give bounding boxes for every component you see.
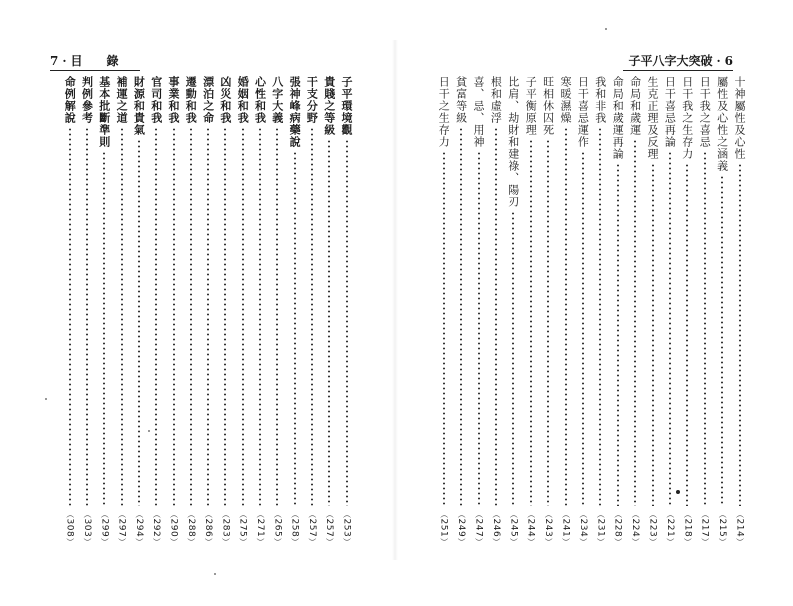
- dot-leader: [294, 151, 296, 506]
- dot-leader: [739, 163, 741, 506]
- toc-entry: [559, 76, 572, 546]
- dot-leader: [704, 151, 706, 506]
- toc-entry-title: 寒暖濕燥: [559, 76, 572, 124]
- toc-entry-page: ︵221︶: [664, 510, 675, 546]
- dot-leader: [634, 139, 636, 506]
- toc-entry: [236, 76, 249, 546]
- toc-entry-title: 我和非我: [593, 76, 607, 124]
- scan-speck: [45, 398, 47, 400]
- toc-entry-page-number: 251: [438, 518, 449, 538]
- toc-entry: [323, 76, 336, 546]
- toc-entry-page-number: 271: [255, 518, 265, 538]
- toc-entry: [681, 76, 694, 546]
- right-page: [396, 0, 793, 606]
- toc-entry-title: 命局和歲運再論: [611, 76, 625, 160]
- toc-entry-page: ︵286︶: [203, 510, 214, 546]
- toc-entry-page-number: 246: [490, 518, 501, 538]
- toc-entry-title: 心性和我: [253, 76, 267, 124]
- toc-entry-page: ︵249︶: [456, 510, 467, 546]
- toc-entry-title: 遷動和我: [184, 76, 198, 124]
- toc-entry-page-number: 299: [99, 518, 110, 538]
- toc-entry-page: ︵258︶: [289, 510, 300, 546]
- toc-entry-page: ︵292︶: [151, 510, 162, 546]
- dot-leader: [599, 127, 601, 506]
- toc-entry: [733, 76, 746, 546]
- toc-entry-title: 貧富等級: [454, 76, 468, 124]
- dot-leader: [138, 139, 140, 506]
- toc-entry-page-number: 294: [133, 518, 144, 538]
- left-page-number: 7: [50, 54, 59, 68]
- toc-entry-page: ︵245︶: [508, 510, 519, 546]
- toc-entry: [81, 76, 94, 546]
- toc-entry-title: 子平衡原理: [524, 76, 538, 136]
- toc-entry-page-number: 297: [116, 518, 127, 538]
- toc-entry-title: 日干之生存力: [437, 76, 451, 148]
- dot-leader: [242, 127, 244, 506]
- toc-entry: [167, 76, 180, 546]
- toc-entry-page: ︵231︶: [595, 510, 606, 546]
- dot-leader: [311, 127, 313, 506]
- dot-leader: [686, 163, 688, 506]
- dot-leader: [346, 139, 348, 506]
- toc-entry-page-number: 231: [595, 518, 606, 538]
- toc-entry-title: 干支分野: [305, 76, 319, 124]
- toc-entry: [472, 76, 485, 546]
- dot-leader: [478, 151, 480, 506]
- toc-entry-title: 生克正理及反理: [646, 76, 659, 160]
- toc-entry-title: 比肩、劫財和建祿、陽刃: [506, 76, 520, 208]
- left-page-title: 目 錄: [70, 54, 119, 68]
- toc-entry-page-number: 249: [456, 518, 467, 538]
- dot-leader: [69, 127, 71, 506]
- toc-entry-page: ︵215︶: [717, 510, 728, 546]
- toc-entry-title: 旺相休囚死: [541, 76, 555, 136]
- toc-entry-page-number: 257: [306, 518, 317, 538]
- toc-entry-title: 日干喜忌運作: [576, 76, 590, 148]
- toc-entry-page: ︵290︶: [168, 510, 179, 546]
- toc-entry-title: 命例解說: [63, 76, 77, 124]
- dot-leader: [530, 139, 532, 506]
- toc-entry-page-number: 217: [699, 518, 710, 538]
- dot-leader: [652, 163, 654, 506]
- toc-entry-page-number: 258: [289, 518, 300, 538]
- toc-entry-page-number: 290: [168, 518, 179, 538]
- toc-entry-title: 十神屬性及心性: [733, 76, 746, 160]
- dot-leader: [582, 151, 584, 506]
- toc-entry-page: ︵246︶: [490, 510, 501, 546]
- toc-entry: [150, 76, 163, 546]
- toc-entry-page: ︵297︶: [116, 510, 127, 546]
- toc-entry-page-number: 221: [664, 518, 675, 538]
- toc-entry: [576, 76, 589, 546]
- toc-entry-page-number: 253: [341, 518, 352, 538]
- toc-entry-page-number: 265: [272, 518, 283, 538]
- toc-entry-page: ︵271︶: [255, 510, 265, 546]
- toc-entry-page: ︵299︶: [99, 510, 110, 546]
- toc-entry: [98, 76, 111, 546]
- toc-entry-page: ︵247︶: [473, 510, 484, 546]
- toc-entry-title: 基本批斷準則: [97, 76, 111, 148]
- toc-entry: [455, 76, 468, 546]
- scan-speck: [676, 490, 680, 494]
- toc-entry-title: 官司和我: [149, 76, 163, 124]
- toc-entry-title: 屬性及心性之涵義: [715, 76, 729, 172]
- scan-speck: [148, 430, 150, 432]
- scan-speck: [214, 573, 216, 575]
- toc-entry-page-number: 218: [682, 518, 693, 538]
- toc-entry-page-number: 245: [508, 518, 519, 538]
- toc-entry-page-number: 228: [612, 518, 623, 538]
- toc-entry-page: ︵234︶: [577, 510, 588, 546]
- toc-entry: [489, 76, 502, 546]
- scan-speck: [605, 28, 607, 30]
- toc-entry: [202, 76, 215, 546]
- toc-entry: [132, 76, 145, 546]
- toc-entry: [340, 76, 353, 546]
- toc-entry: [288, 76, 301, 546]
- toc-entry-page: ︵303︶: [82, 510, 92, 546]
- dot-leader: [121, 127, 123, 506]
- toc-entry-page-number: 275: [237, 518, 248, 538]
- toc-entry-title: 日干喜忌再論: [663, 76, 677, 148]
- toc-entry-page: ︵223︶: [647, 510, 658, 546]
- toc-entry: [542, 76, 555, 546]
- toc-entry-title: 漂泊之命: [201, 76, 215, 124]
- right-page-number: 6: [724, 54, 733, 68]
- dot-leader: [565, 127, 567, 506]
- toc-entry-page: ︵288︶: [185, 510, 196, 546]
- toc-entry-title: 判例參考: [80, 76, 94, 124]
- toc-entry-page-number: 244: [525, 518, 536, 538]
- dot-leader: [259, 127, 261, 506]
- dot-leader: [328, 139, 330, 506]
- toc-entry-title: 婚姻和我: [236, 76, 250, 124]
- toc-entry-page: ︵294︶: [133, 510, 144, 546]
- toc-entry-title: 子平環境觀: [340, 76, 353, 136]
- toc-entry: [507, 76, 520, 546]
- toc-entry-page: ︵265︶: [272, 510, 283, 546]
- dot-leader: [173, 127, 175, 506]
- toc-entry: [611, 76, 624, 546]
- toc-entry-page-number: 257: [324, 518, 335, 538]
- toc-entry-page-number: 292: [151, 518, 162, 538]
- toc-entry: [629, 76, 642, 546]
- toc-entry-page-number: 243: [543, 518, 554, 538]
- dot-leader: [669, 151, 671, 506]
- toc-entry-title: 貴賤之等級: [322, 76, 336, 136]
- toc-entry: [646, 76, 659, 546]
- toc-entry-page-number: 241: [560, 518, 571, 538]
- left-page: [0, 0, 396, 606]
- toc-entry-page-number: 283: [220, 518, 231, 538]
- toc-entry-title: 八字大義: [270, 76, 284, 124]
- dot-leader: [190, 127, 192, 506]
- toc-entry-page: ︵308︶: [64, 510, 75, 546]
- toc-entry: [663, 76, 676, 546]
- toc-entry-page-number: 234: [577, 518, 588, 538]
- toc-entry-page: ︵253︶: [341, 510, 352, 546]
- dot-leader: [443, 151, 445, 506]
- dot-leader: [207, 127, 209, 506]
- toc-entry-title: 日干我之生存力: [680, 76, 694, 160]
- toc-entry: [716, 76, 729, 546]
- toc-entry: [115, 76, 128, 546]
- toc-entry-page: ︵228︶: [612, 510, 623, 546]
- left-page-header: 7 · 目 錄: [50, 52, 140, 71]
- toc-entry-page: ︵244︶: [525, 510, 536, 546]
- toc-entry-page: ︵283︶: [220, 510, 231, 546]
- toc-entry-page: ︵214︶: [734, 510, 745, 546]
- toc-entry-title: 日干我之喜忌: [698, 76, 712, 148]
- toc-entry-page: ︵241︶: [560, 510, 571, 546]
- toc-entry: [184, 76, 197, 546]
- toc-entry: [219, 76, 232, 546]
- right-page-header: 子平八字大突破 · 6: [623, 52, 733, 71]
- right-page-title: 子平八字大突破: [628, 54, 713, 68]
- toc-entry-page-number: 215: [717, 518, 728, 538]
- toc-entry-page-number: 286: [203, 518, 214, 538]
- dot-leader: [224, 127, 226, 506]
- dot-leader: [617, 163, 619, 506]
- toc-entry-title: 根和虛浮: [489, 76, 503, 124]
- toc-entry-page-number: 214: [734, 518, 745, 538]
- toc-entry-page: ︵224︶: [630, 510, 641, 546]
- dot-leader: [495, 127, 497, 506]
- toc-entry-page: ︵217︶: [699, 510, 710, 546]
- toc-entry-title: 喜、忌、用神: [472, 76, 485, 148]
- toc-entry-title: 凶災和我: [218, 76, 232, 124]
- toc-entry: [524, 76, 537, 546]
- toc-entry-page-number: 224: [630, 518, 641, 538]
- toc-entry: [698, 76, 711, 546]
- toc-entry: [254, 76, 267, 546]
- toc-entry-title: 財源和貴氣: [132, 76, 146, 136]
- toc-entry-title: 事業和我: [167, 76, 180, 124]
- dot-leader: [460, 127, 462, 506]
- dot-leader: [512, 211, 514, 506]
- dot-leader: [86, 127, 88, 506]
- dot-leader: [547, 139, 549, 506]
- toc-entry: [271, 76, 284, 546]
- toc-entry: [437, 76, 450, 546]
- toc-entry-title: 補運之道: [115, 76, 129, 124]
- toc-entry: [305, 76, 318, 546]
- dot-leader: [276, 127, 278, 506]
- toc-entry: [594, 76, 607, 546]
- toc-entry-title: 張神峰病藥說: [288, 76, 302, 148]
- dot-leader: [103, 151, 105, 506]
- toc-entry-page-number: 223: [647, 518, 658, 538]
- toc-entry-page: ︵257︶: [306, 510, 317, 546]
- toc-entry-page-number: 308: [64, 518, 75, 538]
- toc-entry-page: ︵218︶: [682, 510, 693, 546]
- dot-leader: [721, 175, 723, 506]
- toc-entry-page: ︵243︶: [543, 510, 554, 546]
- dot-leader: [155, 127, 157, 506]
- toc-entry: [63, 76, 76, 546]
- toc-entry-page: ︵275︶: [237, 510, 248, 546]
- toc-entry-page-number: 247: [473, 518, 484, 538]
- toc-entry-page-number: 303: [82, 518, 92, 538]
- toc-entry-page-number: 288: [185, 518, 196, 538]
- toc-entry-title: 命局和歲運: [628, 76, 642, 136]
- toc-entry-page: ︵251︶: [438, 510, 449, 546]
- toc-entry-page: ︵257︶: [324, 510, 335, 546]
